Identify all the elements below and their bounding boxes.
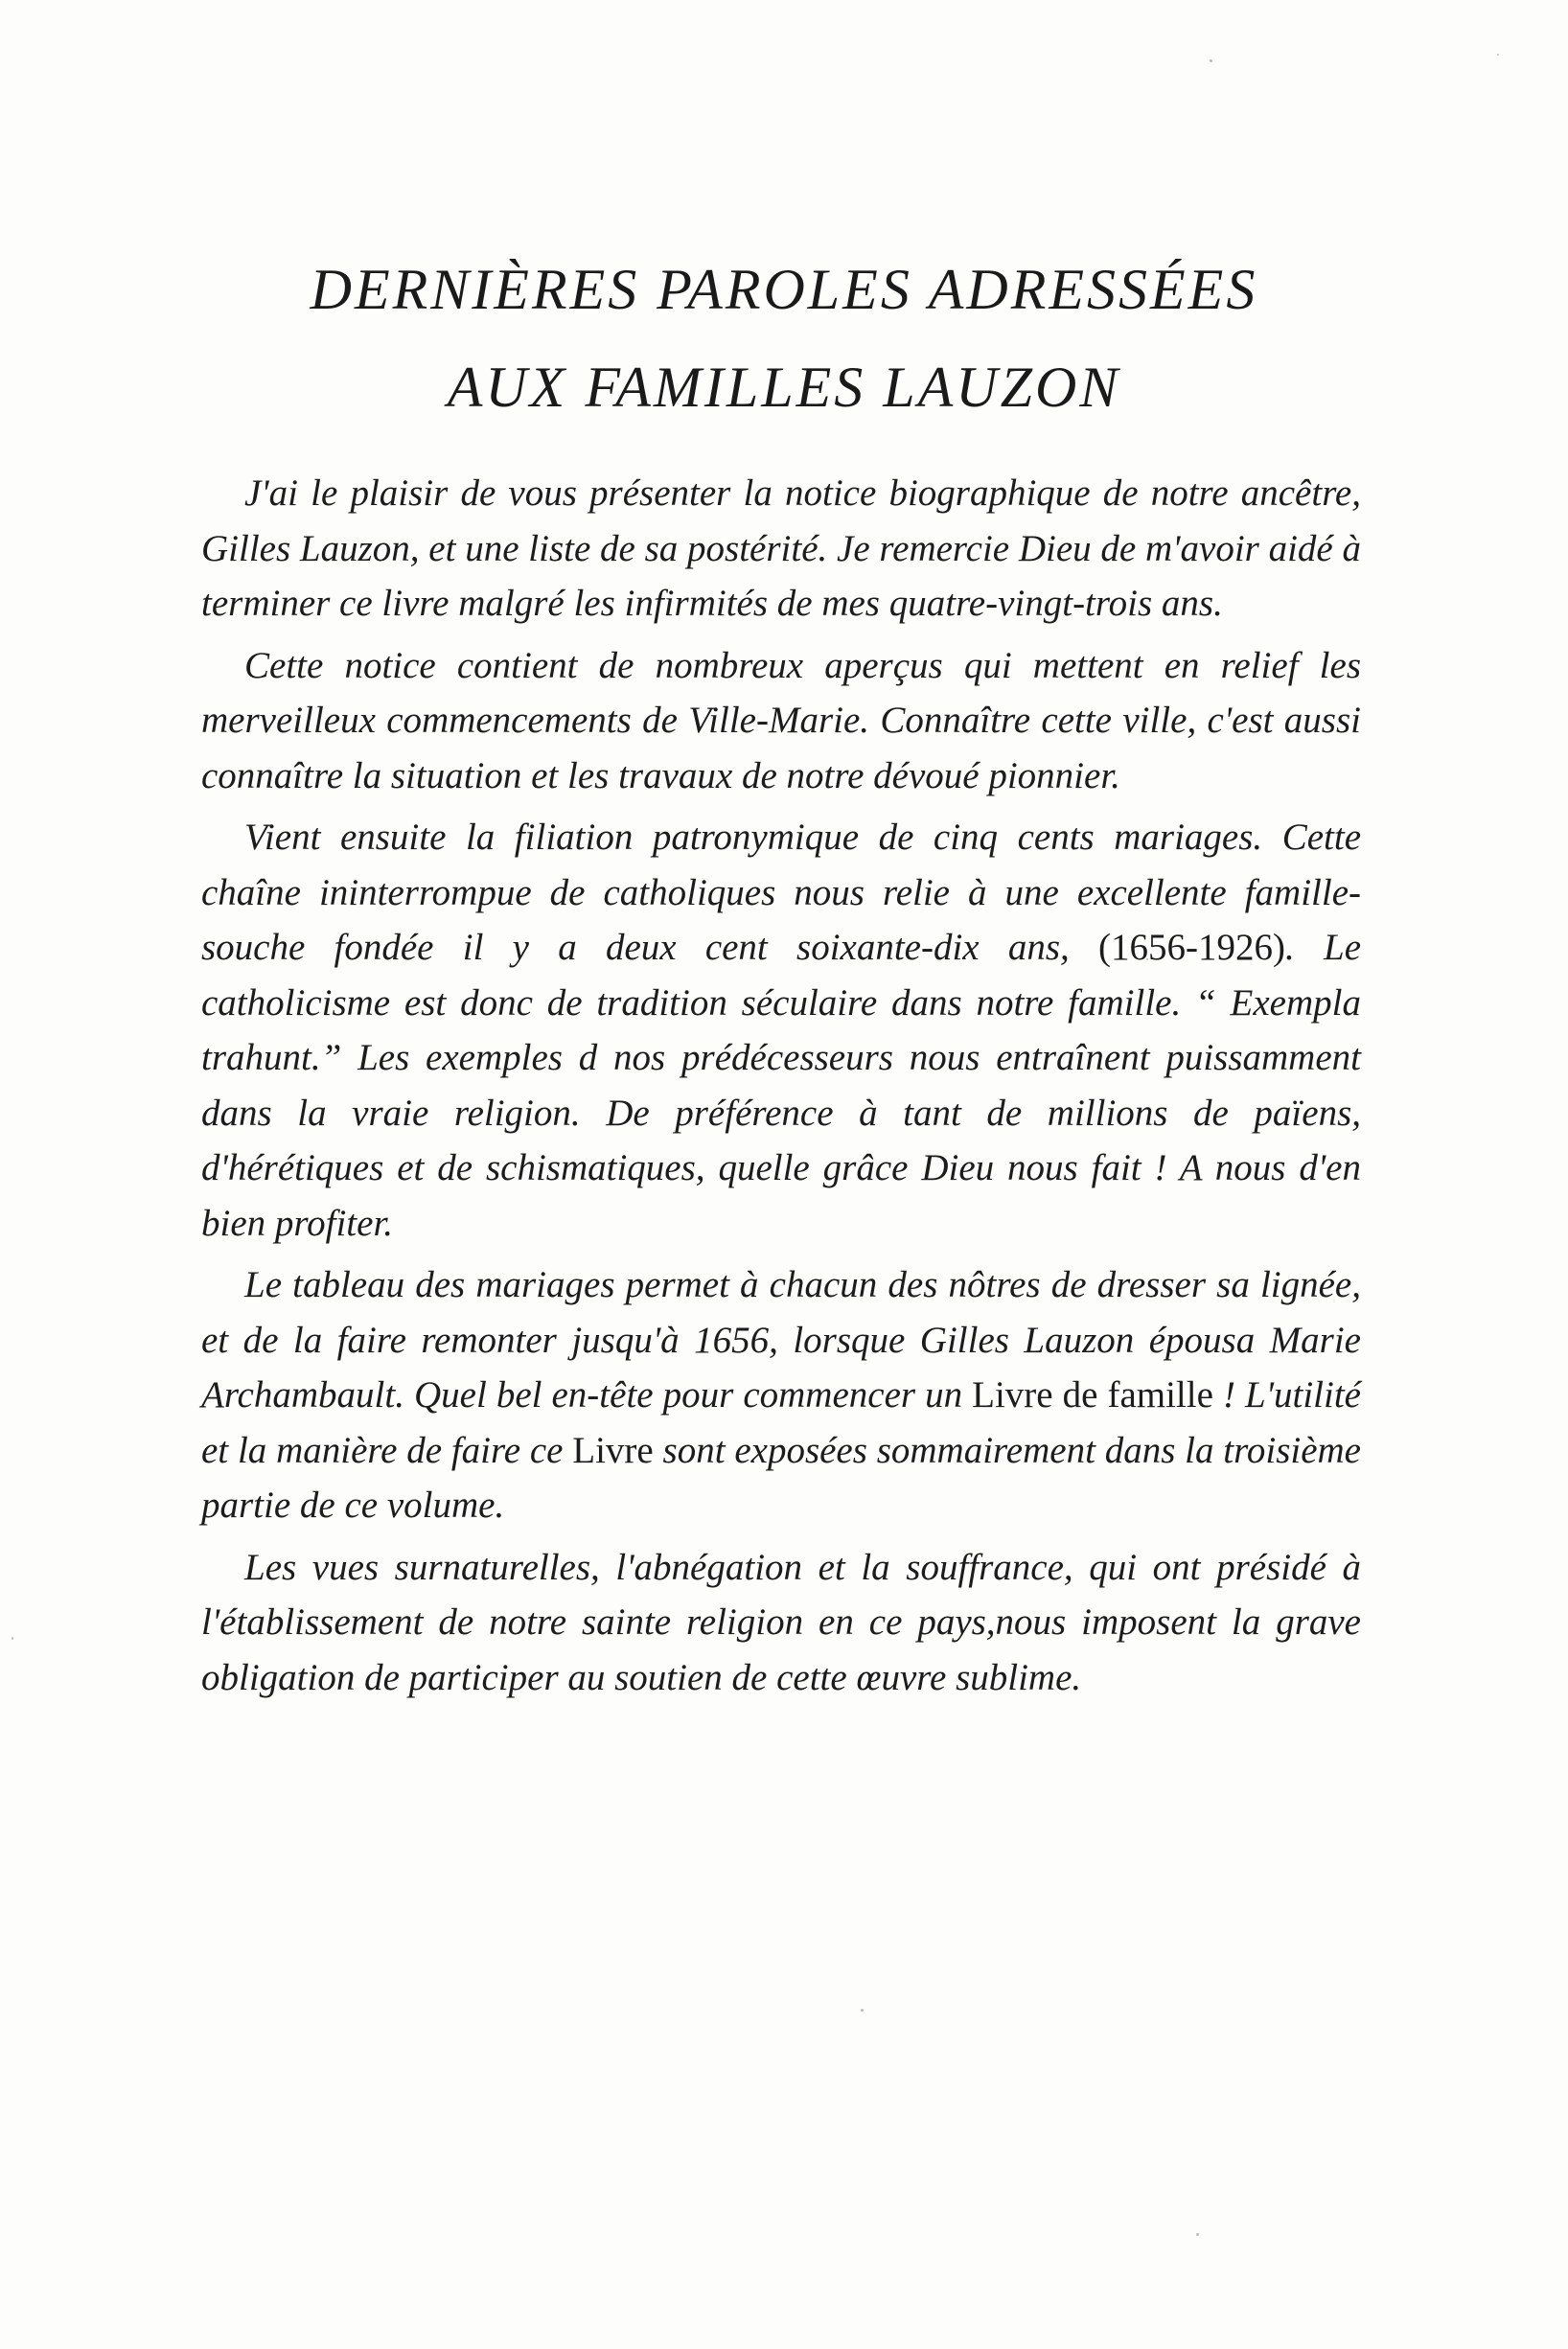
paragraph-4-livre-de-famille: Livre de famille xyxy=(972,1374,1213,1416)
paragraph-1 xyxy=(201,466,1361,632)
paragraph-4-livre: Livre xyxy=(572,1429,654,1471)
paragraph-3 xyxy=(201,810,1361,1251)
paragraph-4-text-c: sont exposées sommairement dans la troisième partie de ce volume. xyxy=(201,1429,1361,1526)
paragraph-5-text: Les vues surnaturelles, l'abnégation et la souffrance, qui ont présidé à l'établissement de notre sainte religion en ce pays,nous imposent la grave obligation de participer au soutien de cette œuvre sublime. xyxy=(201,1546,1361,1698)
page-title-line-1: DERNIÈRES PAROLES ADRESSÉES xyxy=(310,258,1258,321)
paragraph-3-text-a: Vient ensuite la filiation patronymique de cinq cents mariages. Cette chaîne ininterrompue de catholiques nous relie à une excellente famille-souche fondée il y a deux cent soixante-dix ans, xyxy=(201,817,1361,968)
paragraph-2-text: Cette notice contient de nombreux aperçus qui mettent en relief les merveilleux commencements de Ville-Marie. Connaître cette ville, c'est aussi connaître la situation et les travaux de notre dévoué pionnier. xyxy=(201,644,1361,796)
body-text xyxy=(201,466,1361,1712)
paragraph-3-years: (1656-1926) xyxy=(1098,927,1286,968)
paragraph-4-text-b: ! L'utilité et la manière de faire ce xyxy=(201,1374,1361,1471)
paragraph-4 xyxy=(201,1257,1361,1533)
paragraph-3-text-b: . Le catholicisme est donc de tradition séculaire dans notre famille. “ Exempla trahunt.” Les exemples d nos prédécesseurs nous entraînent puissamment dans la vraie religion. De préférence à tant de millions de païens, d'hérétiques et de schismatiques, quelle grâce Dieu nous fait ! A nous d'en bien profiter. xyxy=(201,927,1362,1244)
page-title-line-2: AUX FAMILLES LAUZON xyxy=(447,356,1121,419)
paragraph-5 xyxy=(201,1540,1361,1706)
paragraph-2 xyxy=(201,638,1361,804)
paragraph-4-text-a: Le tableau des mariages permet à chacun des nôtres de dresser sa lignée, et de la faire remonter jusqu'à 1656, lorsque Gilles Lauzon épousa Marie Archambault. Quel bel en-tête pour commencer un xyxy=(201,1264,1361,1416)
paragraph-1-text: J'ai le plaisir de vous présenter la notice biographique de notre ancêtre, Gilles Lauzon, et une liste de sa postérité. Je remercie Dieu de m'avoir aidé à terminer ce livre malgré les infirmités de mes quatre-vingt-trois ans. xyxy=(201,472,1361,624)
